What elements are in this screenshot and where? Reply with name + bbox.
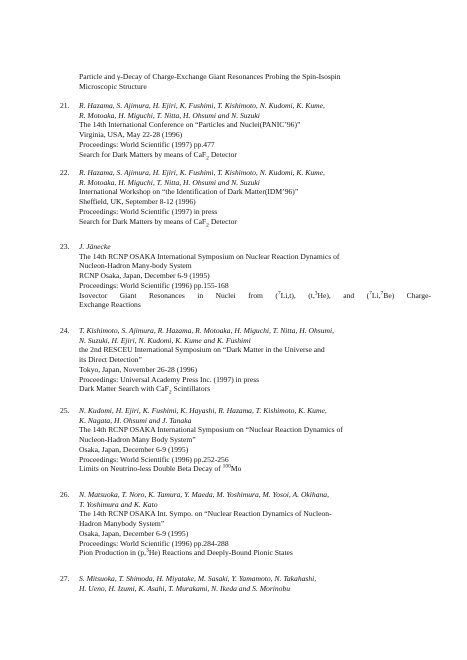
- entry-conference: Nucleon-Hadron Many-body System: [79, 261, 192, 271]
- entry-location: Sheffield, UK, September 8-12 (1996): [79, 197, 196, 207]
- entry-authors: N. Suzuki, H. Ejiri, N. Kudomi, K. Kume and K. Fushimi: [79, 335, 251, 345]
- entry-conference: Nucleon-Hadron Many Body System”: [79, 435, 196, 445]
- entry-location: Tokyo, Japan, November 26-28 (1996): [79, 364, 197, 374]
- entry-title: Exchange Reactions: [79, 300, 141, 310]
- entry-authors: T. Kishimoto, S. Ajimura, R. Hazama, R. Motoaka, H. Miguchi, T. Nitta, H. Ohsumi,: [79, 326, 335, 335]
- entry-title: Dark Matter Search with CaF$_2$ Scintillators: [79, 384, 211, 396]
- entry-authors: H. Ueno, H. Izumi, K. Asahi, T. Murakami, N. Ikeda and S. Morinobu: [79, 583, 291, 593]
- entry-location: Osaka, Japan, December 6-9 (1995): [79, 528, 189, 538]
- entry-proceedings: Proceedings: World Scientific (1997) in press: [79, 206, 218, 216]
- entry-conference: The 14th RCNP OSAKA International Symposium on “Nuclear Reaction Dynamics of: [79, 425, 343, 435]
- entry-authors: S. Mitsuoka, T. Shimoda, H. Miyatake, M. Sasaki, Y. Yamamoto, N. Takahashi,: [79, 574, 317, 583]
- entry-authors: R. Motoaka, H. Miguchi, T. Nitta, H. Ohsumi and N. Suzuki: [79, 177, 260, 187]
- entry-authors: R. Hazama, S. Ajimura, H. Ejiri, K. Fushimi, T. Kishimoto, N. Kudomi, K. Kume,: [79, 101, 325, 110]
- entry-title: Isovector Giant Resonances in Nuclei from ($^7$Li,t), (t,$^3$He), and ($^7$Li,$^7$Be) Charge-: [79, 289, 431, 300]
- continuation-line: Particle and γ-Decay of Charge-Exchange Giant Resonances Probing the Spin-Isospin: [79, 72, 341, 81]
- entry-number: 25.: [60, 406, 70, 415]
- entry-conference: The 14th RCNP OSAKA Int. Sympo. on “Nuclear Reaction Dynamics of Nucleon-: [79, 509, 332, 519]
- entry-number: 26.: [60, 490, 70, 499]
- entry-location: Osaka, Japan, December 6-9 (1995): [79, 444, 189, 454]
- entry-authors: R. Hazama, S. Ajimura, H. Ejiri, K. Fushimi, T. Kishimoto, N. Kudomi, K. Kume,: [79, 168, 325, 177]
- entry-title: Limits on Neutrino-less Double Beta Decay of $^{100}$Mo: [79, 463, 242, 474]
- entry-conference: the 2nd RESCEU International Symposium on “Dark Matter in the Universe and: [79, 345, 325, 355]
- entry-conference: The 14th RCNP OSAKA International Symposium on Nuclear Reaction Dynamics of: [79, 251, 340, 261]
- entry-proceedings: Proceedings: World Scientific (1997) pp.477: [79, 139, 215, 149]
- entry-proceedings: Proceedings: Universal Academy Press Inc. (1997) in press: [79, 374, 260, 384]
- entry-conference: Hadron Manybody System”: [79, 519, 165, 529]
- entry-title: Search for Dark Matters by means of CaF$_2$ Detector: [79, 149, 237, 162]
- entry-proceedings: Proceedings: World Scientific (1996) pp.252-256: [79, 454, 229, 464]
- entry-title: Search for Dark Matters by means of CaF$_2$ Detector: [79, 216, 237, 229]
- entry-location: RCNP Osaka, Japan, December 6-9 (1995): [79, 271, 210, 281]
- entry-number: 21.: [60, 101, 70, 110]
- entry-number: 22.: [60, 168, 70, 177]
- entry-proceedings: Proceedings: World Scientific (1996) pp.284-288: [79, 538, 229, 548]
- entry-authors: K. Nagata, H. Ohsumi and J. Tanaka: [79, 415, 192, 425]
- entry-conference: The 14th International Conference on “Particles and Nuclei(PANIC’96)”: [79, 120, 301, 130]
- continuation-line: Microscopic Structure: [79, 81, 147, 91]
- entry-authors: N. Matsuoka, T. Noro, K. Tamura, Y. Maeda, M. Yoshimura, M. Yosoi, A. Okihana,: [79, 490, 330, 499]
- entry-title: Pion Production in (p,$^3$He) Reactions and Deeply-Bound Pionic States: [79, 547, 293, 558]
- entry-20-continuation: [79, 72, 429, 91]
- entry-number: 27.: [60, 574, 70, 583]
- entry-number: 24.: [60, 326, 70, 335]
- entry-authors: J. Jänecke: [79, 242, 111, 251]
- entry-conference: its Direct Detection”: [79, 355, 142, 365]
- entry-number: 23.: [60, 242, 70, 251]
- entry-proceedings: Proceedings: World Scientific (1996) pp.155-168: [79, 280, 229, 290]
- entry-location: Virginia, USA, May 22-28 (1996): [79, 130, 183, 140]
- entry-authors: N. Kudomi, H. Ejiri, K. Fushimi, K. Hayashi, R. Hazama, T. Kishimoto, K. Kume,: [79, 406, 327, 415]
- entry-authors: R. Motoaka, H. Miguchi, T. Nitta, H. Ohsumi and N. Suzuki: [79, 110, 260, 120]
- entry-conference: International Workshop on “the Identification of Dark Matter(IDM’96)”: [79, 187, 299, 197]
- entry-authors: T. Yoshimura and K. Kato: [79, 499, 158, 509]
